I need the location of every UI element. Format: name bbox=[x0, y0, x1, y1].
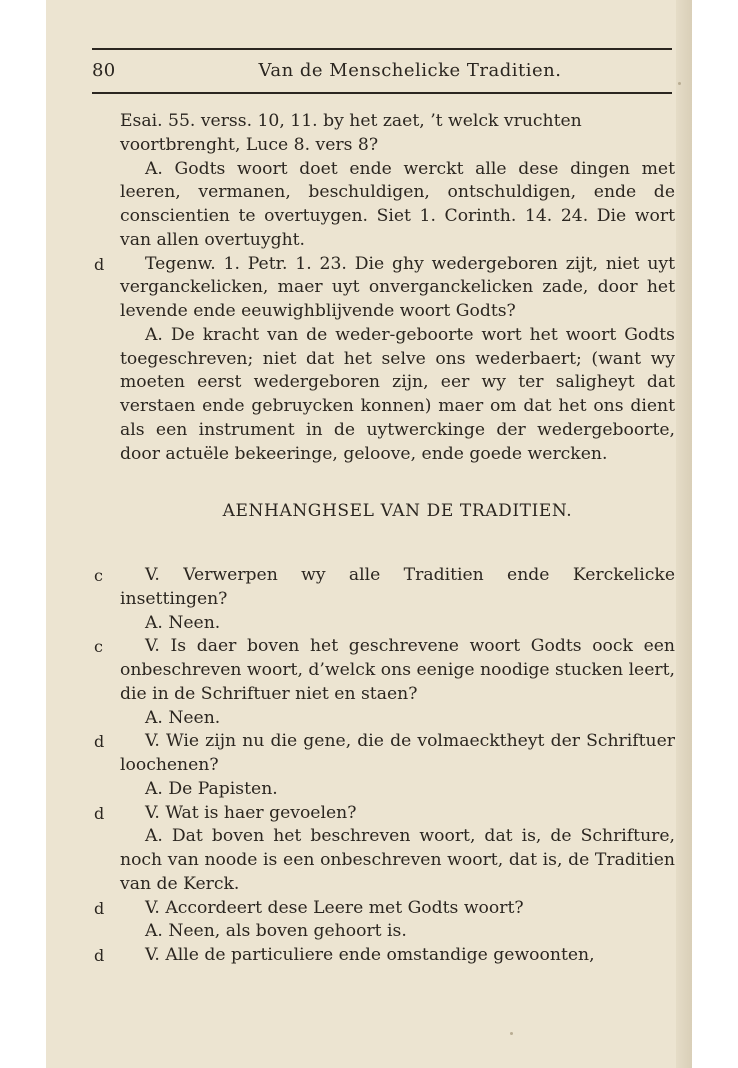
qa-item bbox=[94, 564, 675, 635]
paragraph: A. Godts woort doet ende werckt alle dese dingen met leeren, vermanen, beschuldigen, ontschuldigen, ende de conscientien te overtuygen. Siet 1. Corinth. 14. 24. Die wort van allen overtuyght. bbox=[120, 158, 675, 250]
paragraph: A. De kracht van de weder-geboorte wort het woort Godts toegeschreven; niet dat het selve ons wederbaert; (want wy moeten eerst wedergeboren zijn, eer wy ter saligheyt dat verstaen ende gebruycken konnen) maer om dat het ons dient als een instrument in de uytwerckinge der wedergeboorte, door actuële bekeeringe, geloove, ende goede wercken. bbox=[120, 324, 675, 464]
margin-mark: c bbox=[94, 637, 103, 657]
marked-paragraph bbox=[94, 253, 675, 324]
paper-speck bbox=[510, 1032, 513, 1035]
paragraph: Tegenw. 1. Petr. 1. 23. Die ghy wedergeboren zijt, niet uyt verganckelicken, maer uyt onverganckelicken zade, door het levende ende eeuwighblijvende woort Godts? bbox=[120, 253, 675, 321]
qa-item bbox=[94, 944, 675, 968]
qa-item bbox=[94, 802, 675, 897]
page-gutter bbox=[676, 0, 692, 1068]
running-title: Van de Menschelicke Traditien. bbox=[258, 60, 562, 81]
margin-mark: d bbox=[94, 946, 105, 965]
page-number: 80 bbox=[92, 60, 116, 81]
question: V. Verwerpen wy alle Traditien ende Kerckelicke insettingen? bbox=[120, 565, 675, 609]
qa-item bbox=[94, 730, 675, 801]
answer: A. Neen. bbox=[145, 612, 221, 633]
question: V. Wat is haer gevoelen? bbox=[145, 802, 357, 823]
margin-mark: d bbox=[94, 803, 105, 823]
question: V. Alle de particuliere ende omstandige gewoonten, bbox=[145, 945, 595, 965]
margin-mark: d bbox=[94, 254, 105, 274]
answer: A. De Papisten. bbox=[145, 778, 278, 799]
question: V. Is daer boven het geschrevene woort Godts oock een onbeschreven woort, d’welck ons eenige noodige stucken leert, die in de Schriftuer niet en staen? bbox=[120, 636, 675, 704]
answer: A. Neen, als boven gehoort is. bbox=[145, 921, 407, 942]
paragraph: Esai. 55. verss. 10, 11. by het zaet, ’t welck vruchten voortbrenght, Luce 8. vers 8? bbox=[120, 111, 582, 155]
answer: A. Neen. bbox=[145, 707, 221, 728]
margin-mark: c bbox=[94, 566, 103, 585]
header-rule-bottom bbox=[92, 92, 672, 94]
answer: A. Dat boven het beschreven woort, dat is, de Schrifture, noch van noode is een onbeschreven woort, dat is, de Traditien van de Kerck. bbox=[120, 826, 675, 894]
body-text bbox=[94, 110, 675, 968]
margin-mark: d bbox=[94, 732, 105, 752]
header-rule-top bbox=[92, 48, 672, 50]
question: V. Accordeert dese Leere met Godts woort? bbox=[145, 897, 524, 918]
margin-mark: d bbox=[94, 898, 105, 918]
paper-speck bbox=[678, 82, 681, 85]
question: V. Wie zijn nu die gene, die de volmaecktheyt der Schriftuer loochenen? bbox=[120, 731, 675, 775]
qa-item bbox=[94, 635, 675, 730]
qa-item bbox=[94, 897, 675, 945]
section-title: AENHANGHSEL VAN DE TRADITIEN. bbox=[222, 501, 573, 522]
